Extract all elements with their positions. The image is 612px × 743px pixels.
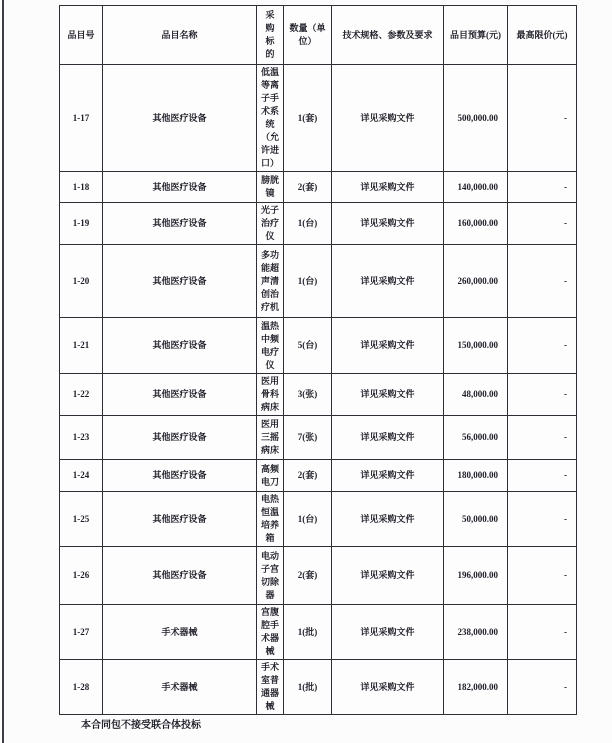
cell-quantity: 2(套) [284,460,332,492]
cell-item_name: 手术器械 [103,660,257,715]
table-row [60,660,577,715]
cell-item_name: 其他医疗设备 [103,318,257,374]
cell-spec: 详见采购文件 [332,374,444,416]
cell-max_price: - [508,547,577,605]
cell-max_price: - [508,416,577,460]
cell-max_price: - [508,492,577,547]
column-header-label: 品目预算(元) [450,29,501,40]
cell-budget: 180,000.00 [444,460,508,492]
cell-spec: 详见采购文件 [332,605,444,660]
cell-item_name: 手术器械 [103,605,257,660]
cell-quantity: 1(台) [284,203,332,245]
cell-budget: 160,000.00 [444,203,508,245]
cell-spec: 详见采购文件 [332,172,444,203]
cell-subject: 低温等离子手术系统（允许进口） [257,65,284,172]
column-header-subject [257,6,284,65]
cell-quantity: 1(台) [284,492,332,547]
cell-max_price: - [508,203,577,245]
cell-budget: 48,000.00 [444,374,508,416]
cell-subject: 光子治疗仪 [257,203,284,245]
cell-quantity: 2(套) [284,547,332,605]
table-row [60,245,577,318]
cell-item_name: 其他医疗设备 [103,460,257,492]
cell-budget: 500,000.00 [444,65,508,172]
cell-budget: 56,000.00 [444,416,508,460]
cell-item_no: 1-23 [60,416,103,460]
cell-subject: 电动子宫切除器 [257,547,284,605]
column-header-max_price [508,6,577,65]
page-edge-line [2,0,4,743]
cell-item_name: 其他医疗设备 [103,492,257,547]
cell-spec: 详见采购文件 [332,416,444,460]
column-header-label: 技术规格、参数及要求 [342,29,433,40]
cell-item_name: 其他医疗设备 [103,416,257,460]
cell-quantity: 1(台) [284,245,332,318]
cell-budget: 182,000.00 [444,660,508,715]
cell-quantity: 1(批) [284,660,332,715]
cell-item_no: 1-24 [60,460,103,492]
cell-budget: 140,000.00 [444,172,508,203]
procurement-items-table [59,5,577,715]
cell-subject: 温热中频电疗仪 [257,318,284,374]
table-row [60,605,577,660]
table-header [60,6,577,65]
cell-max_price: - [508,660,577,715]
cell-quantity: 3(张) [284,374,332,416]
cell-max_price: - [508,605,577,660]
cell-item_no: 1-26 [60,547,103,605]
column-header-item_name [103,6,257,65]
table-row [60,172,577,203]
cell-subject: 医用三摇病床 [257,416,284,460]
column-header-spec [332,6,444,65]
cell-spec: 详见采购文件 [332,492,444,547]
cell-max_price: - [508,460,577,492]
cell-spec: 详见采购文件 [332,460,444,492]
column-header-label: 品目号 [67,29,95,40]
cell-item_no: 1-28 [60,660,103,715]
cell-spec: 详见采购文件 [332,65,444,172]
column-header-label: 最高限价(元) [516,29,568,40]
cell-spec: 详见采购文件 [332,203,444,245]
cell-max_price: - [508,318,577,374]
cell-budget: 260,000.00 [444,245,508,318]
cell-subject: 高频电刀 [257,460,284,492]
cell-max_price: - [508,172,577,203]
cell-max_price: - [508,374,577,416]
cell-quantity: 2(套) [284,172,332,203]
column-header-item_no [60,6,103,65]
cell-item_name: 其他医疗设备 [103,203,257,245]
cell-subject: 宫腹腔手术器械 [257,605,284,660]
cell-budget: 238,000.00 [444,605,508,660]
table-header-row [60,6,577,65]
cell-spec: 详见采购文件 [332,660,444,715]
cell-item_name: 其他医疗设备 [103,245,257,318]
cell-quantity: 1(批) [284,605,332,660]
cell-item_no: 1-19 [60,203,103,245]
column-header-quantity [284,6,332,65]
cell-quantity: 7(张) [284,416,332,460]
cell-quantity: 5(台) [284,318,332,374]
column-header-budget [444,6,508,65]
cell-subject: 多功能超声清创治疗机 [257,245,284,318]
cell-max_price: - [508,245,577,318]
cell-item_no: 1-17 [60,65,103,172]
table-row [60,203,577,245]
table-body [60,65,577,715]
table-row [60,65,577,172]
cell-item_name: 其他医疗设备 [103,547,257,605]
cell-item_no: 1-18 [60,172,103,203]
cell-spec: 详见采购文件 [332,547,444,605]
table-row [60,374,577,416]
cell-budget: 50,000.00 [444,492,508,547]
cell-subject: 电热恒温培养箱 [257,492,284,547]
cell-item_name: 其他医疗设备 [103,65,257,172]
cell-item_no: 1-20 [60,245,103,318]
cell-quantity: 1(套) [284,65,332,172]
cell-subject: 手术室普通器械 [257,660,284,715]
cell-spec: 详见采购文件 [332,245,444,318]
table-row [60,318,577,374]
cell-item_no: 1-21 [60,318,103,374]
cell-item_name: 其他医疗设备 [103,374,257,416]
table-row [60,492,577,547]
cell-budget: 196,000.00 [444,547,508,605]
footer-note: 本合同包不接受联合体投标 [81,720,201,731]
table-row [60,416,577,460]
column-header-label: 采购标的 [265,10,275,59]
column-header-label: 数量（单位） [289,23,326,46]
cell-spec: 详见采购文件 [332,318,444,374]
table-row [60,460,577,492]
cell-item_no: 1-25 [60,492,103,547]
cell-subject: 医用骨科病床 [257,374,284,416]
cell-budget: 150,000.00 [444,318,508,374]
cell-item_no: 1-22 [60,374,103,416]
column-header-label: 品目名称 [161,29,198,40]
cell-item_no: 1-27 [60,605,103,660]
table-row [60,547,577,605]
cell-max_price: - [508,65,577,172]
cell-subject: 膀胱镜 [257,172,284,203]
cell-item_name: 其他医疗设备 [103,172,257,203]
